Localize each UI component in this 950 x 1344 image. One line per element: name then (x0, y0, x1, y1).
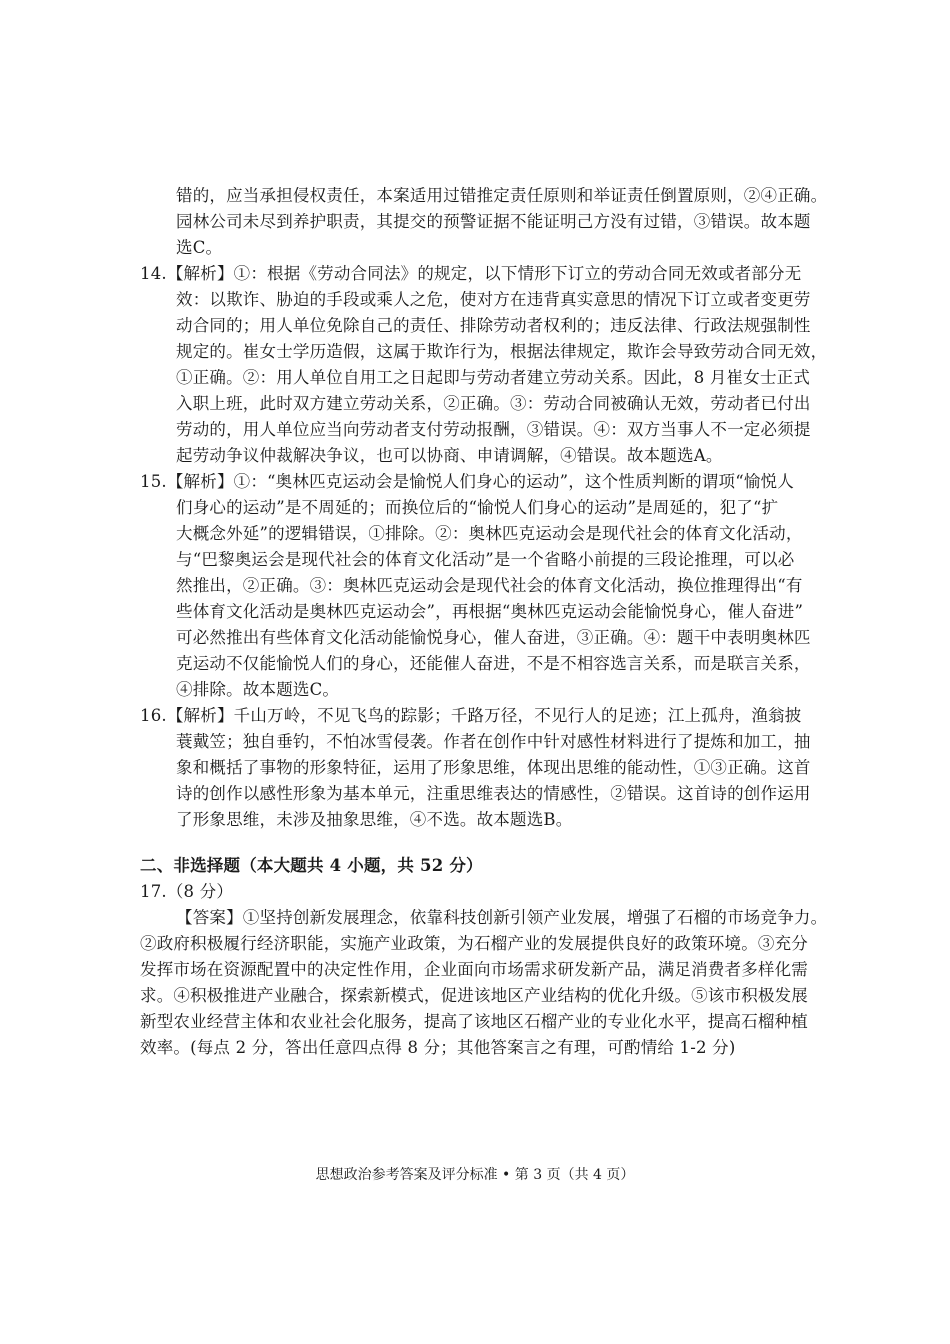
text-line: 克运动不仅能愉悦人们的身心，还能催人奋进，不是不相容选言关系，而是联言关系， (176, 654, 811, 673)
text-line: ①正确。②：用人单位自用工之日起即与劳动者建立劳动关系。因此，8 月崔女士正式 (176, 368, 811, 387)
answer-line: 发挥市场在资源配置中的决定性作用，企业面向市场需求研发新产品，满足消费者多样化需 (140, 960, 808, 979)
question-14-line: 14.【解析】①：根据《劳动合同法》的规定，以下情形下订立的劳动合同无效或者部分无 (140, 264, 802, 283)
text-line: 然推出，②正确。③：奥林匹克运动会是现代社会的体育文化活动，换位推理得出“有 (176, 576, 803, 595)
page-footer: 思想政治参考答案及评分标准 • 第 3 页（共 4 页） (315, 1167, 635, 1183)
text-line: 蓑戴笠；独自垂钓，不怕冰雪侵袭。作者在创作中针对感性材料进行了提炼和加工，抽 (176, 732, 811, 751)
text-line: 效：以欺诈、胁迫的手段或乘人之危，使对方在违背真实意思的情况下订立或者变更劳 (176, 290, 811, 309)
text-line: 些体育文化活动是奥林匹克运动会”，再根据“奥林匹克运动会能愉悦身心，催人奋进” (176, 602, 804, 621)
question-15-line: 15.【解析】①：“奥林匹克运动会是愉悦人们身心的运动”，这个性质判断的谓项“愉悦人 (140, 472, 794, 491)
answer-line: 效率。(每点 2 分，答出任意四点得 8 分；其他答案言之有理，可酌情给 1-2 分) (140, 1038, 736, 1057)
text-line: 园林公司未尽到养护职责，其提交的预警证据不能证明己方没有过错，③错误。故本题 (176, 212, 811, 231)
answer-line: ②政府积极履行经济职能，实施产业政策，为石榴产业的发展提供良好的政策环境。③充分 (140, 934, 808, 953)
text-line: 劳动的，用人单位应当向劳动者支付劳动报酬，③错误。④：双方当事人不一定必须提 (176, 420, 811, 439)
text-line: 选C。 (176, 238, 223, 257)
text-line: 们身心的运动”是不周延的；而换位后的“愉悦人们身心的运动”是周延的，犯了“扩 (176, 498, 779, 517)
section-heading: 二、非选择题（本大题共 4 小题，共 52 分） (140, 856, 483, 875)
text-line: 诗的创作以感性形象为基本单元，注重思维表达的情感性，②错误。这首诗的创作运用 (176, 784, 811, 803)
text-line: 规定的。崔女士学历造假，这属于欺诈行为，根据法律规定，欺诈会导致劳动合同无效， (176, 342, 828, 361)
answer-line: 【答案】①坚持创新发展理念，依靠科技创新引领产业发展，增强了石榴的市场竞争力。 (176, 908, 828, 927)
text-line: ④排除。故本题选C。 (176, 680, 340, 699)
answer-line: 求。④积极推进产业融合，探索新模式，促进该地区产业结构的优化升级。⑤该市积极发展 (140, 986, 808, 1005)
question-16-line: 16.【解析】千山万岭，不见飞鸟的踪影；千路万径，不见行人的足迹；江上孤舟，渔翁披 (140, 706, 802, 725)
text-line: 可必然推出有些体育文化活动能愉悦身心，催人奋进，③正确。④：题干中表明奥林匹 (176, 628, 811, 647)
text-line: 错的，应当承担侵权责任，本案适用过错推定责任原则和举证责任倒置原则，②④正确。 (176, 186, 828, 205)
text-line: 动合同的；用人单位免除自己的责任、排除劳动者权利的；违反法律、行政法规强制性 (176, 316, 811, 335)
question-17-heading: 17.（8 分） (140, 882, 234, 901)
text-line: 入职上班，此时双方建立劳动关系，②正确。③：劳动合同被确认无效，劳动者已付出 (176, 394, 811, 413)
text-line: 起劳动争议仲裁解决争议，也可以协商、申请调解，④错误。故本题选A。 (176, 446, 723, 465)
text-line: 大概念外延”的逻辑错误，①排除。②：奥林匹克运动会是现代社会的体育文化活动， (176, 524, 803, 543)
text-line: 象和概括了事物的形象特征，运用了形象思维，体现出思维的能动性，①③正确。这首 (176, 758, 811, 777)
answer-line: 新型农业经营主体和农业社会化服务，提高了该地区石榴产业的专业化水平，提高石榴种植 (140, 1012, 808, 1031)
text-line: 了形象思维，未涉及抽象思维，④不选。故本题选B。 (176, 810, 573, 829)
text-line: 与“巴黎奥运会是现代社会的体育文化活动”是一个省略小前提的三段论推理，可以必 (176, 550, 795, 569)
